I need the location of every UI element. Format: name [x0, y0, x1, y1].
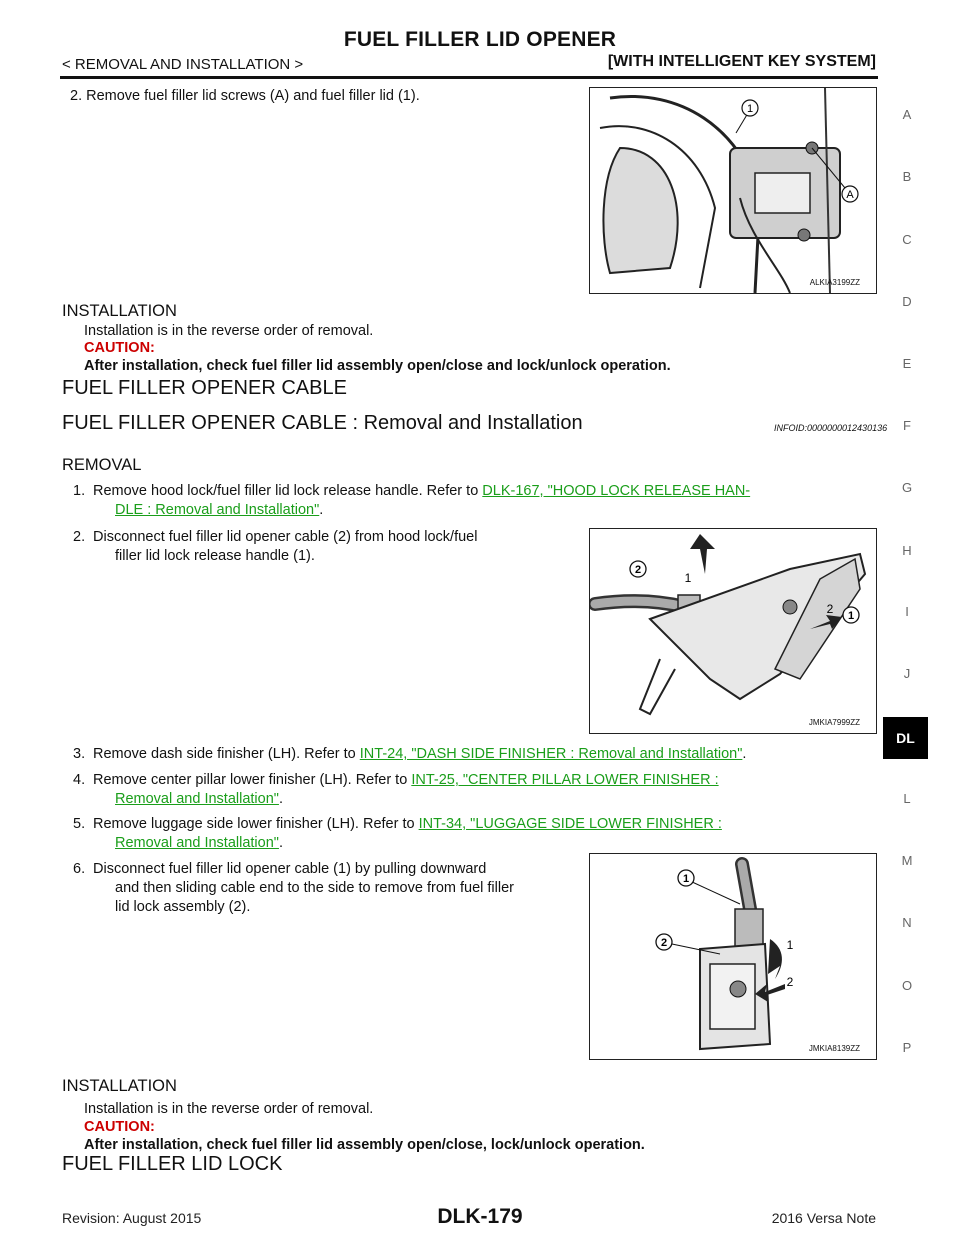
- step-1-number: 1.: [73, 483, 86, 499]
- svg-text:1: 1: [847, 610, 855, 622]
- link-int-24[interactable]: INT-24, "DASH SIDE FINISHER : Removal and Installation": [359, 746, 743, 762]
- figure-lid-lock-assembly: [589, 853, 877, 1060]
- sidebar-letter-n[interactable]: N: [902, 915, 912, 930]
- svg-text:2: 2: [634, 564, 642, 576]
- link-dlk-167[interactable]: DLK-167, "HOOD LOCK RELEASE HAN-: [482, 483, 751, 499]
- cable-caution-text: After installation, check fuel filler lid assembly open/close, lock/unlock operation.: [84, 1137, 645, 1153]
- svg-text:1: 1: [682, 873, 690, 885]
- sidebar-letter-o[interactable]: O: [901, 978, 913, 993]
- removal-heading: REMOVAL: [62, 456, 142, 474]
- step-2-line-1: Disconnect fuel filler lid opener cable (2) from hood lock/fuel: [93, 529, 478, 545]
- figure-fuel-filler-lid: [589, 87, 877, 294]
- step-3-text: Remove dash side finisher (LH). Refer to: [93, 746, 356, 762]
- section-heading: FUEL FILLER OPENER CABLE: [62, 377, 347, 399]
- step-2-line-2: filler lid lock release handle (1).: [115, 548, 315, 564]
- sidebar-letter-f[interactable]: F: [903, 418, 911, 433]
- sidebar-tab-dl[interactable]: DL: [883, 717, 928, 759]
- sidebar-letter-j[interactable]: J: [903, 666, 911, 681]
- step-6-line-1: Disconnect fuel filler lid opener cable (1) by pulling downward: [93, 861, 487, 877]
- figure-3-callout-1: 1: [786, 938, 794, 952]
- figure-2-callout-2: 2: [826, 602, 834, 616]
- lid-installation-text: Installation is in the reverse order of removal.: [84, 323, 374, 339]
- sidebar-letter-m[interactable]: M: [901, 853, 913, 868]
- lid-lock-illustration: [590, 854, 876, 1059]
- figure-release-handle: [589, 528, 877, 734]
- sidebar-letter-i[interactable]: I: [905, 604, 909, 619]
- breadcrumb: < REMOVAL AND INSTALLATION >: [62, 56, 304, 73]
- sidebar-letter-p[interactable]: P: [902, 1040, 912, 1055]
- step-6-line-3: lid lock assembly (2).: [115, 899, 251, 915]
- page-number: DLK-179: [437, 1205, 523, 1228]
- step-4-cont: Removal and Installation".: [115, 791, 283, 807]
- lock-section-heading: FUEL FILLER LID LOCK: [62, 1153, 283, 1175]
- link-int-25-cont[interactable]: Removal and Installation": [115, 791, 279, 807]
- link-int-34-cont[interactable]: Removal and Installation": [115, 835, 279, 851]
- figure-2-id: JMKIA7999ZZ: [808, 718, 860, 727]
- step-5-cont: Removal and Installation".: [115, 835, 283, 851]
- step-6-line-2: and then sliding cable end to the side to remove from fuel filler: [115, 880, 514, 896]
- cable-caution-label: CAUTION:: [84, 1119, 155, 1135]
- sidebar-letter-e[interactable]: E: [902, 356, 912, 371]
- step-3-number: 3.: [73, 746, 86, 762]
- figure-3-callout-2: 2: [786, 975, 794, 989]
- sidebar-letter-h[interactable]: H: [902, 543, 912, 558]
- step-6-number: 6.: [73, 861, 86, 877]
- link-dlk-167-cont[interactable]: DLE : Removal and Installation": [115, 502, 320, 518]
- info-id: INFOID:0000000012430136: [774, 423, 888, 433]
- step-4-text: Remove center pillar lower finisher (LH). Refer to: [93, 772, 408, 788]
- cable-installation-heading: INSTALLATION: [62, 1077, 177, 1095]
- footer-revision: Revision: August 2015: [62, 1210, 202, 1226]
- caution-text: After installation, check fuel filler lid assembly open/close and lock/unlock operation.: [84, 358, 671, 374]
- cable-installation-text: Installation is in the reverse order of removal.: [84, 1101, 374, 1117]
- sidebar-letter-d[interactable]: D: [902, 294, 912, 309]
- step-5: [93, 815, 878, 834]
- figure-callout-1: 1: [746, 103, 754, 115]
- figure-id: ALKIA3199ZZ: [809, 278, 860, 287]
- sidebar-letter-g[interactable]: G: [901, 480, 913, 495]
- step-1-text: Remove hood lock/fuel filler lid lock release handle. Refer to: [93, 483, 479, 499]
- header-rule: [60, 76, 878, 79]
- footer-model: 2016 Versa Note: [771, 1210, 876, 1226]
- lid-step-2: 2. Remove fuel filler lid screws (A) and fuel filler lid (1).: [70, 88, 420, 104]
- step-3: Remove dash side finisher (LH). Refer to INT-24, "DASH SIDE FINISHER : Removal and Installation".: [93, 746, 747, 762]
- release-handle-illustration: [590, 529, 876, 733]
- step-2-number: 2.: [73, 529, 86, 545]
- link-int-34[interactable]: INT-34, "LUGGAGE SIDE LOWER FINISHER :: [418, 816, 722, 832]
- sidebar-letter-c[interactable]: C: [902, 232, 912, 247]
- step-4-number: 4.: [73, 772, 86, 788]
- figure-3-id: JMKIA8139ZZ: [808, 1044, 860, 1053]
- svg-text:2: 2: [660, 937, 668, 949]
- section-subheading: FUEL FILLER OPENER CABLE : Removal and Installation: [62, 412, 583, 434]
- caution-label: CAUTION:: [84, 340, 155, 356]
- page-title: FUEL FILLER LID OPENER: [343, 28, 617, 51]
- link-int-25[interactable]: INT-25, "CENTER PILLAR LOWER FINISHER :: [411, 772, 719, 788]
- sidebar-letter-l[interactable]: L: [903, 791, 911, 806]
- step-4: [93, 771, 878, 790]
- step-5-text: Remove luggage side lower finisher (LH). Refer to: [93, 816, 415, 832]
- figure-2-callout-1: 1: [684, 571, 692, 585]
- fuel-filler-lid-illustration: [590, 88, 876, 293]
- step-1: [93, 482, 878, 501]
- step-5-number: 5.: [73, 816, 86, 832]
- step-1-cont: DLE : Removal and Installation".: [115, 502, 324, 518]
- system-label: [WITH INTELLIGENT KEY SYSTEM]: [607, 53, 876, 70]
- figure-callout-a: A: [846, 189, 854, 201]
- lid-installation-heading: INSTALLATION: [62, 302, 177, 320]
- sidebar-letter-b[interactable]: B: [902, 169, 912, 184]
- sidebar-letter-a[interactable]: A: [902, 107, 912, 122]
